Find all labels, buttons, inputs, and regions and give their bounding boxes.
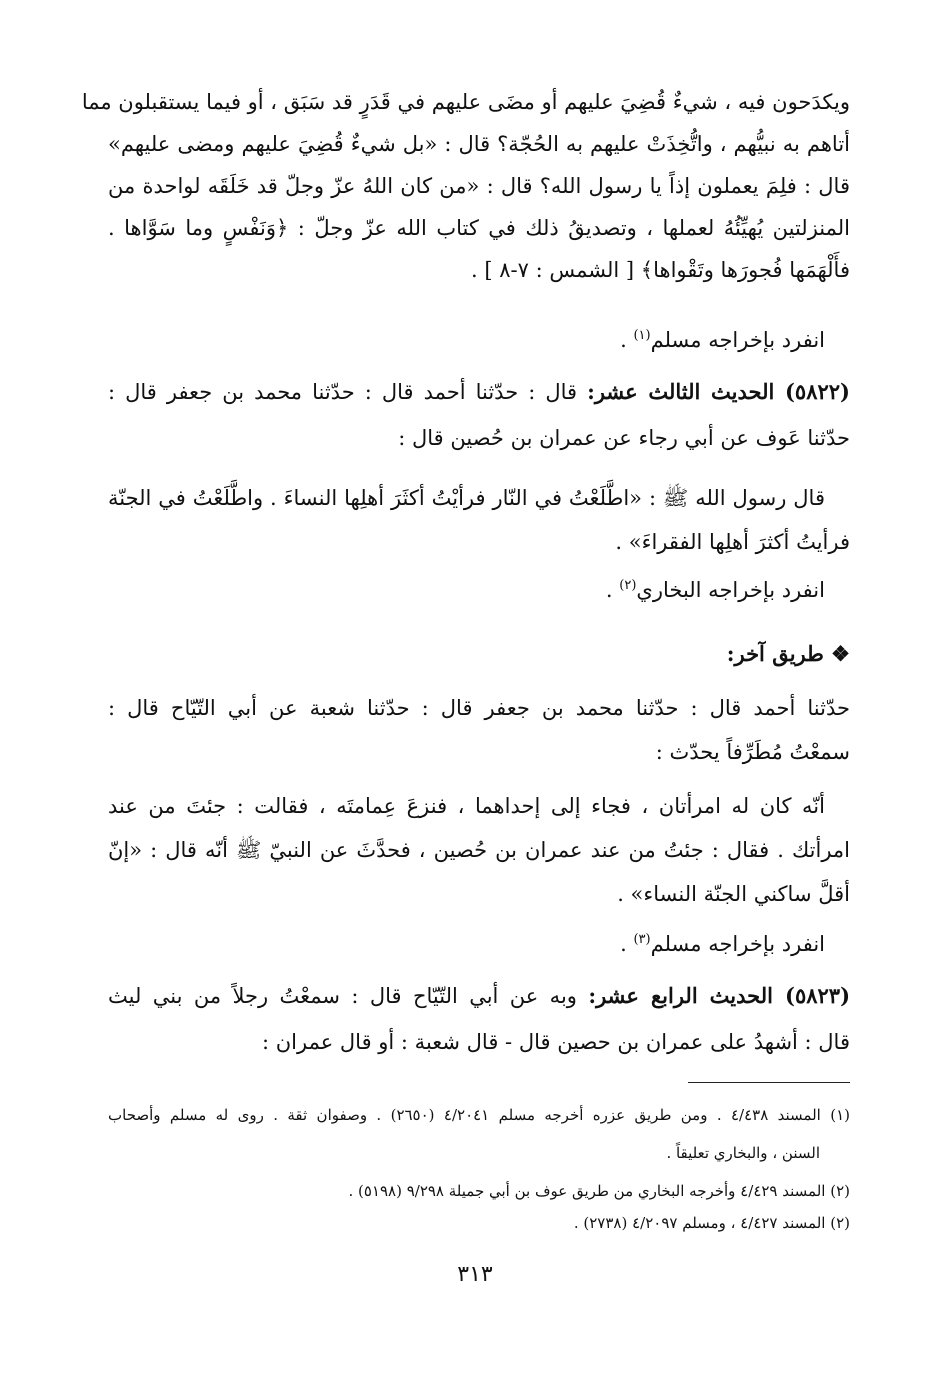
page-number: ٣١٣ [457,1262,493,1287]
hadith-heading-line [108,372,850,412]
text-line: فرأيتُ أكثرَ أهلِها الفقراءَ» . [615,530,850,554]
footnote: السنن ، والبخاري تعليقاً . [666,1144,820,1162]
footnote-ref: (١) [633,328,651,343]
footnote: (٢) المسند ٤/٤٢٩ وأخرجه البخاري من طريق عوف بن أبي جميلة ٩/٢٩٨ (٥١٩٨) . [348,1182,850,1200]
hadith-number-5822: (٥٨٢٢) الحديث الثالث عشر: [587,379,850,404]
source-text: انفرد بإخراجه مسلم [650,932,825,956]
text-line: قال رسول الله ﷺ : «اطَّلَعْتُ في النّار فرأيْتُ أكثَرَ أهلِها النساءَ . واطَّلَعْتُ في الجنّة [108,486,825,510]
footnote-ref: (٣) [633,932,651,947]
hadith-chain: وبه عن أبي التّيّاح قال : سمعْتُ رجلاً من بني ليث [108,984,577,1008]
text-line: حدّثنا عَوف عن أبي رجاء عن عمران بن حُصين قال : [398,426,850,450]
text-line: ويكدَحون فيه ، شيءٌ قُضِيَ عليهم أو مضَى عليهم في قَدَرٍ قد سَبَق ، أو فيما يستقبلون مما [81,90,850,114]
text-line: قال : أشهدُ على عمران بن حصين قال - قال شعبة : أو قال عمران : [261,1030,850,1054]
text-line: أقلَّ ساكني الجنّة النساء» . [617,882,850,906]
text-line: قال : فلِمَ يعملون إذاً يا رسول الله؟ قال : «من كان اللهُ عزّ وجلّ قد خَلَقَه لواحدة من [108,174,850,198]
text-line: سمعْتُ مُطَرِّفاً يحدّث : [655,740,850,764]
line-end: . [620,328,634,352]
text-line: امرأتك . فقال : جئتُ من عند عمران بن حُصين ، فحدَّثَ عن النبيّ ﷺ أنّه قال : «إنّ [108,838,850,862]
hadith-number-5823: (٥٨٢٣) الحديث الرابع عشر: [588,983,850,1008]
source-note [83,924,825,964]
text-line: المنزلتين يُهيِّئُهُ لعملها ، وتصديقُ ذلك في كتاب الله عزّ وجلّ : ﴿وَنَفْسٍ وما سَوَّاها . [108,216,850,240]
text-line: حدّثنا أحمد قال : حدّثنا محمد بن جعفر قال : حدّثنا شعبة عن أبي التّيّاح قال : [108,696,850,720]
source-note [83,320,825,360]
text-line: أنّه كان له امرأتان ، فجاء إلى إحداهما ، فنزعَ عِمامتَه ، فقالت : جئتَ من عند [108,794,825,818]
section-heading-another-route: ❖ طريق آخر: [726,641,850,666]
line-end: . [620,932,634,956]
source-text: انفرد بإخراجه البخاري [636,578,825,602]
footnote-separator [688,1082,850,1083]
source-note [83,570,825,610]
hadith-chain: قال : حدّثنا أحمد قال : حدّثنا محمد بن جعفر قال : [108,380,578,404]
text-line: أتاهم به نبيُّهم ، واتُّخِذَتْ عليهم به الحُجّة؟ قال : «بل شيءٌ قُضِيَ عليهم ومضى عليهم» [108,132,850,156]
footnote: (١) المسند ٤/٤٣٨ . ومن طريق عزره أخرجه مسلم ٤/٢٠٤١ (٢٦٥٠) . وصفوان ثقة . روى له مسلم وأصحاب [108,1106,850,1124]
text-line: فأَلْهَمَها فُجورَها وتَقْواها﴾ [ الشمس : ٧-٨ ] . [471,258,850,282]
footnote-ref: (٢) [619,578,637,593]
source-text: انفرد بإخراجه مسلم [650,328,825,352]
line-end: . [605,578,620,602]
footnote: (٢) المسند ٤/٤٢٧ ، ومسلم ٤/٢٠٩٧ (٢٧٣٨) . [573,1214,850,1232]
hadith-heading-line [108,976,850,1016]
